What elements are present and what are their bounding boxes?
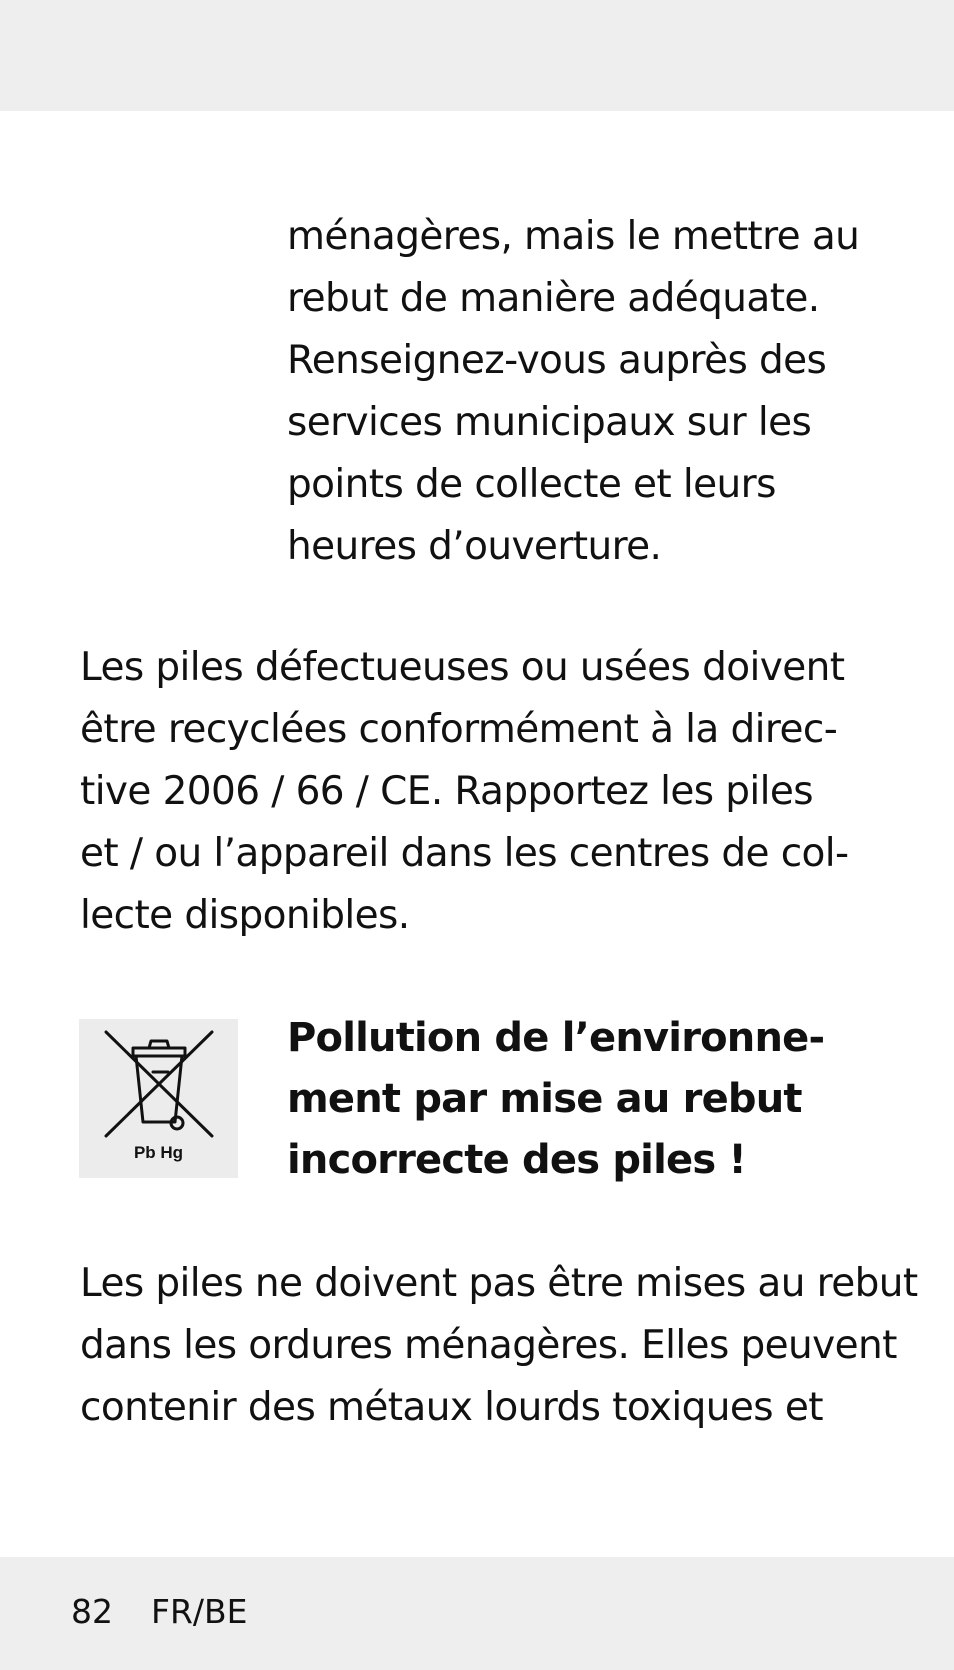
text-line: contenir des métaux lourds toxiques et xyxy=(80,1385,823,1430)
text-line: être recyclées conformément à la direc- xyxy=(80,707,838,752)
language-code: FR/BE xyxy=(151,1592,248,1631)
page-number: 82 xyxy=(71,1592,113,1631)
disposal-paragraph xyxy=(287,206,859,578)
text-line: rebut de manière adéquate. xyxy=(287,276,820,321)
text-line: tive 2006 / 66 / CE. Rapportez les piles xyxy=(80,769,813,814)
text-line: heures d’ouverture. xyxy=(287,524,662,569)
text-line: Les piles ne doivent pas être mises au rebut xyxy=(80,1261,918,1306)
heading-line: ment par mise au rebut xyxy=(287,1076,802,1122)
heading-line: incorrecte des piles ! xyxy=(287,1137,746,1183)
text-line: Renseignez-vous auprès des xyxy=(287,338,827,383)
warning-heading xyxy=(287,1008,824,1191)
text-line: et / ou l’appareil dans les centres de col- xyxy=(80,831,849,876)
text-line: Les piles défectueuses ou usées doivent xyxy=(80,645,845,690)
text-line: ménagères, mais le mettre au xyxy=(287,214,860,259)
crossed-out-bin-icon xyxy=(79,1019,238,1178)
recycling-paragraph xyxy=(80,637,849,947)
text-line: services municipaux sur les xyxy=(287,400,812,445)
text-line: points de collecte et leurs xyxy=(287,462,776,507)
header-band xyxy=(0,0,954,111)
text-line: dans les ordures ménagères. Elles peuvent xyxy=(80,1323,897,1368)
heading-line: Pollution de l’environne- xyxy=(287,1015,825,1061)
text-line: lecte disponibles. xyxy=(80,893,410,938)
icon-caption: Pb Hg xyxy=(133,1143,184,1162)
batteries-paragraph xyxy=(80,1253,918,1439)
page-footer xyxy=(71,1590,248,1634)
